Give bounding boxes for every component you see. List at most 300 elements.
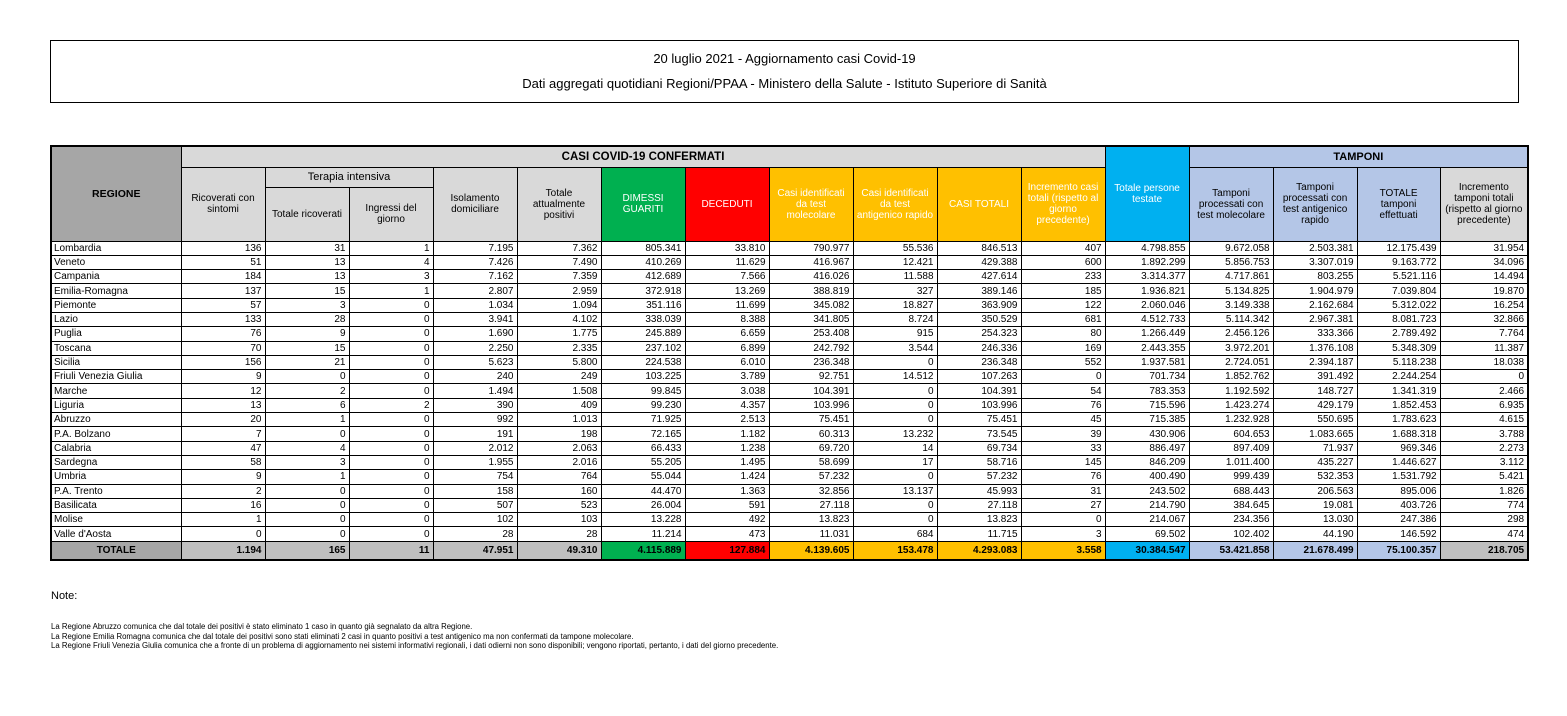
value-cell: 4.357 — [685, 398, 769, 412]
value-cell: 701.734 — [1105, 370, 1189, 384]
value-cell: 552 — [1021, 355, 1105, 369]
value-cell: 805.341 — [601, 241, 685, 255]
value-cell: 1.238 — [685, 441, 769, 455]
value-cell: 233 — [1021, 270, 1105, 284]
value-cell: 28 — [517, 527, 601, 541]
table-row — [51, 427, 1528, 441]
value-cell: 3.972.201 — [1189, 341, 1273, 355]
value-cell: 1.446.627 — [1357, 455, 1440, 469]
value-cell: 5.312.022 — [1357, 298, 1440, 312]
value-cell: 0 — [349, 341, 433, 355]
totale-cell: 127.884 — [685, 541, 769, 560]
value-cell: 7.039.804 — [1357, 284, 1440, 298]
value-cell: 240 — [433, 370, 517, 384]
value-cell: 103.996 — [769, 398, 853, 412]
value-cell: 3 — [265, 298, 349, 312]
totale-cell: 1.194 — [181, 541, 265, 560]
value-cell: 0 — [349, 355, 433, 369]
value-cell: 0 — [1021, 370, 1105, 384]
header-casi-antigenico: Casi identificati da test antigenico rapido — [853, 167, 937, 241]
note-line: La Regione Emilia Romagna comunica che dal totale dei positivi sono stati eliminati 2 casi in quanto positivi a test antigenico ma non confermati da tampone molecolare. — [51, 631, 634, 641]
value-cell: 7.362 — [517, 241, 601, 255]
header-band-tamponi: TAMPONI — [1189, 146, 1528, 167]
value-cell: 69.502 — [1105, 527, 1189, 541]
value-cell: 1.034 — [433, 298, 517, 312]
value-cell: 1.783.623 — [1357, 413, 1440, 427]
value-cell: 715.596 — [1105, 398, 1189, 412]
value-cell: 3.307.019 — [1273, 255, 1357, 269]
value-cell: 3 — [265, 455, 349, 469]
region-name: Friuli Venezia Giulia — [51, 370, 181, 384]
header-ricoverati-sintomi: Ricoverati con sintomi — [181, 167, 265, 241]
value-cell: 4 — [349, 255, 433, 269]
value-cell: 384.645 — [1189, 498, 1273, 512]
region-name: Abruzzo — [51, 413, 181, 427]
value-cell: 34.096 — [1440, 255, 1528, 269]
value-cell: 507 — [433, 498, 517, 512]
value-cell: 7.195 — [433, 241, 517, 255]
value-cell: 31.954 — [1440, 241, 1528, 255]
header-ingressi-giorno: Ingressi del giorno — [349, 187, 433, 241]
header-casi-totali: CASI TOTALI — [937, 167, 1021, 241]
table-row — [51, 413, 1528, 427]
value-cell: 1.508 — [517, 384, 601, 398]
value-cell: 2 — [349, 398, 433, 412]
value-cell: 416.967 — [769, 255, 853, 269]
value-cell: 0 — [1021, 513, 1105, 527]
value-cell: 32.856 — [769, 484, 853, 498]
value-cell: 60.313 — [769, 427, 853, 441]
value-cell: 1.376.108 — [1273, 341, 1357, 355]
value-cell: 80 — [1021, 327, 1105, 341]
region-name: Piemonte — [51, 298, 181, 312]
region-name: P.A. Bolzano — [51, 427, 181, 441]
value-cell: 754 — [433, 470, 517, 484]
value-cell: 2.789.492 — [1357, 327, 1440, 341]
header-regione: REGIONE — [51, 146, 181, 241]
value-cell: 2.503.381 — [1273, 241, 1357, 255]
value-cell: 16 — [181, 498, 265, 512]
value-cell: 2.456.126 — [1189, 327, 1273, 341]
title-box — [50, 40, 1519, 103]
header-dimessi-guariti: DIMESSI GUARITI — [601, 167, 685, 241]
value-cell: 473 — [685, 527, 769, 541]
value-cell: 0 — [265, 370, 349, 384]
value-cell: 26.004 — [601, 498, 685, 512]
value-cell: 298 — [1440, 513, 1528, 527]
value-cell: 2.250 — [433, 341, 517, 355]
value-cell: 2.394.187 — [1273, 355, 1357, 369]
value-cell: 243.502 — [1105, 484, 1189, 498]
value-cell: 8.081.723 — [1357, 312, 1440, 326]
value-cell: 604.653 — [1189, 427, 1273, 441]
value-cell: 185 — [1021, 284, 1105, 298]
value-cell: 15 — [265, 284, 349, 298]
value-cell: 145 — [1021, 455, 1105, 469]
value-cell: 886.497 — [1105, 441, 1189, 455]
value-cell: 237.102 — [601, 341, 685, 355]
value-cell: 245.889 — [601, 327, 685, 341]
value-cell: 7.566 — [685, 270, 769, 284]
value-cell: 0 — [349, 441, 433, 455]
value-cell: 523 — [517, 498, 601, 512]
value-cell: 1.094 — [517, 298, 601, 312]
value-cell: 410.269 — [601, 255, 685, 269]
value-cell: 5.623 — [433, 355, 517, 369]
value-cell: 9 — [181, 470, 265, 484]
value-cell: 28 — [265, 312, 349, 326]
table-row — [51, 527, 1528, 541]
value-cell: 66.433 — [601, 441, 685, 455]
note-line: La Regione Friuli Venezia Giulia comunica che a fronte di un problema di aggiornamento nei sistemi informativi regionali, i dati odierni non sono disponibili; vengono riportati, pertanto, i dati del giorno precedente. — [51, 641, 779, 651]
region-name: Liguria — [51, 398, 181, 412]
value-cell: 5.800 — [517, 355, 601, 369]
value-cell: 51 — [181, 255, 265, 269]
value-cell: 6.659 — [685, 327, 769, 341]
value-cell: 234.356 — [1189, 513, 1273, 527]
region-name: Molise — [51, 513, 181, 527]
table-row — [51, 370, 1528, 384]
value-cell: 13.823 — [937, 513, 1021, 527]
region-name: Basilicata — [51, 498, 181, 512]
value-cell: 2.012 — [433, 441, 517, 455]
value-cell: 7.359 — [517, 270, 601, 284]
value-cell: 1.083.665 — [1273, 427, 1357, 441]
value-cell: 247.386 — [1357, 513, 1440, 527]
value-cell: 57.232 — [937, 470, 1021, 484]
value-cell: 0 — [349, 484, 433, 498]
header-attualmente-positivi: Totale attualmente positivi — [517, 167, 601, 241]
value-cell: 2.967.381 — [1273, 312, 1357, 326]
value-cell: 388.819 — [769, 284, 853, 298]
value-cell: 9 — [265, 327, 349, 341]
value-cell: 13 — [265, 255, 349, 269]
region-name: Toscana — [51, 341, 181, 355]
region-name: Valle d'Aosta — [51, 527, 181, 541]
totale-cell: 53.421.858 — [1189, 541, 1273, 560]
value-cell: 684 — [853, 527, 937, 541]
value-cell: 1 — [265, 470, 349, 484]
value-cell: 156 — [181, 355, 265, 369]
header-persone-testate: Totale persone testate — [1105, 146, 1189, 241]
value-cell: 99.230 — [601, 398, 685, 412]
value-cell: 102 — [433, 513, 517, 527]
table-row — [51, 470, 1528, 484]
value-cell: 7.426 — [433, 255, 517, 269]
value-cell: 13.030 — [1273, 513, 1357, 527]
value-cell: 224.538 — [601, 355, 685, 369]
value-cell: 12.175.439 — [1357, 241, 1440, 255]
value-cell: 4.615 — [1440, 413, 1528, 427]
value-cell: 1.494 — [433, 384, 517, 398]
note-line: La Regione Abruzzo comunica che dal totale dei positivi è stato eliminato 1 caso in quanto già segnalato da altra Regione. — [51, 622, 473, 631]
value-cell: 103.996 — [937, 398, 1021, 412]
value-cell: 1.688.318 — [1357, 427, 1440, 441]
value-cell: 13.228 — [601, 513, 685, 527]
value-cell: 71.937 — [1273, 441, 1357, 455]
value-cell: 58.699 — [769, 455, 853, 469]
region-name: Lombardia — [51, 241, 181, 255]
value-cell: 11.715 — [937, 527, 1021, 541]
value-cell: 158 — [433, 484, 517, 498]
value-cell: 407 — [1021, 241, 1105, 255]
value-cell: 249 — [517, 370, 601, 384]
table-row — [51, 384, 1528, 398]
value-cell: 1.495 — [685, 455, 769, 469]
value-cell: 76 — [1021, 398, 1105, 412]
table-row — [51, 341, 1528, 355]
value-cell: 31 — [265, 241, 349, 255]
value-cell: 19.870 — [1440, 284, 1528, 298]
value-cell: 0 — [853, 413, 937, 427]
header-tamponi-molecolare: Tamponi processati con test molecolare — [1189, 167, 1273, 241]
totale-cell: 11 — [349, 541, 433, 560]
header-terapia-intensiva: Terapia intensiva — [265, 167, 433, 187]
value-cell: 532.353 — [1273, 470, 1357, 484]
header-isolamento: Isolamento domiciliare — [433, 167, 517, 241]
value-cell: 236.348 — [937, 355, 1021, 369]
value-cell: 1 — [265, 413, 349, 427]
value-cell: 0 — [349, 527, 433, 541]
header-totale-tamponi: TOTALE tamponi effettuati — [1357, 167, 1440, 241]
value-cell: 32.866 — [1440, 312, 1528, 326]
value-cell: 13.137 — [853, 484, 937, 498]
value-cell: 44.190 — [1273, 527, 1357, 541]
value-cell: 5.348.309 — [1357, 341, 1440, 355]
value-cell: 2.466 — [1440, 384, 1528, 398]
value-cell: 104.391 — [937, 384, 1021, 398]
table-footer — [51, 541, 1528, 560]
table-row — [51, 441, 1528, 455]
totale-label: TOTALE — [51, 541, 181, 560]
table-row — [51, 255, 1528, 269]
value-cell: 0 — [265, 498, 349, 512]
value-cell: 206.563 — [1273, 484, 1357, 498]
value-cell: 6.935 — [1440, 398, 1528, 412]
table-header — [51, 146, 1528, 241]
value-cell: 897.409 — [1189, 441, 1273, 455]
value-cell: 5.114.342 — [1189, 312, 1273, 326]
value-cell: 0 — [265, 484, 349, 498]
value-cell: 1.192.592 — [1189, 384, 1273, 398]
report-title: 20 luglio 2021 - Aggiornamento casi Covid-19 — [653, 51, 916, 66]
value-cell: 999.439 — [1189, 470, 1273, 484]
value-cell: 54 — [1021, 384, 1105, 398]
value-cell: 764 — [517, 470, 601, 484]
totale-cell: 3.558 — [1021, 541, 1105, 560]
value-cell: 0 — [265, 427, 349, 441]
value-cell: 391.492 — [1273, 370, 1357, 384]
value-cell: 13 — [181, 398, 265, 412]
region-name: Campania — [51, 270, 181, 284]
value-cell: 327 — [853, 284, 937, 298]
value-cell: 0 — [853, 355, 937, 369]
value-cell: 72.165 — [601, 427, 685, 441]
value-cell: 13.823 — [769, 513, 853, 527]
covid-data-table — [50, 145, 1529, 561]
value-cell: 7.490 — [517, 255, 601, 269]
value-cell: 13.232 — [853, 427, 937, 441]
region-name: Umbria — [51, 470, 181, 484]
value-cell: 14 — [853, 441, 937, 455]
value-cell: 27 — [1021, 498, 1105, 512]
value-cell: 47 — [181, 441, 265, 455]
value-cell: 0 — [853, 384, 937, 398]
value-cell: 345.082 — [769, 298, 853, 312]
value-cell: 846.209 — [1105, 455, 1189, 469]
value-cell: 1.775 — [517, 327, 601, 341]
value-cell: 7 — [181, 427, 265, 441]
value-cell: 14.494 — [1440, 270, 1528, 284]
value-cell: 3.038 — [685, 384, 769, 398]
value-cell: 0 — [853, 498, 937, 512]
totale-cell: 21.678.499 — [1273, 541, 1357, 560]
value-cell: 2.724.051 — [1189, 355, 1273, 369]
table-row — [51, 398, 1528, 412]
value-cell: 3.112 — [1440, 455, 1528, 469]
value-cell: 102.402 — [1189, 527, 1273, 541]
table-row — [51, 498, 1528, 512]
value-cell: 9 — [181, 370, 265, 384]
value-cell: 1 — [349, 284, 433, 298]
region-name: Emilia-Romagna — [51, 284, 181, 298]
value-cell: 12.421 — [853, 255, 937, 269]
value-cell: 11.699 — [685, 298, 769, 312]
value-cell: 70 — [181, 341, 265, 355]
value-cell: 992 — [433, 413, 517, 427]
value-cell: 5.421 — [1440, 470, 1528, 484]
value-cell: 58.716 — [937, 455, 1021, 469]
value-cell: 191 — [433, 427, 517, 441]
value-cell: 0 — [181, 527, 265, 541]
value-cell: 351.116 — [601, 298, 685, 312]
value-cell: 3.544 — [853, 341, 937, 355]
region-name: Sicilia — [51, 355, 181, 369]
value-cell: 2.162.684 — [1273, 298, 1357, 312]
value-cell: 0 — [349, 427, 433, 441]
value-cell: 790.977 — [769, 241, 853, 255]
value-cell: 0 — [349, 513, 433, 527]
value-cell: 1 — [181, 513, 265, 527]
value-cell: 11.629 — [685, 255, 769, 269]
header-deceduti: DECEDUTI — [685, 167, 769, 241]
value-cell: 591 — [685, 498, 769, 512]
region-name: Calabria — [51, 441, 181, 455]
value-cell: 136 — [181, 241, 265, 255]
value-cell: 2.335 — [517, 341, 601, 355]
value-cell: 6.899 — [685, 341, 769, 355]
value-cell: 17 — [853, 455, 937, 469]
value-cell: 846.513 — [937, 241, 1021, 255]
value-cell: 4.717.861 — [1189, 270, 1273, 284]
value-cell: 412.689 — [601, 270, 685, 284]
value-cell: 390 — [433, 398, 517, 412]
value-cell: 12 — [181, 384, 265, 398]
totale-cell: 30.384.547 — [1105, 541, 1189, 560]
header-incremento-casi: Incremento casi totali (rispetto al giorno precedente) — [1021, 167, 1105, 241]
table-row — [51, 312, 1528, 326]
totale-cell: 4.293.083 — [937, 541, 1021, 560]
value-cell: 550.695 — [1273, 413, 1357, 427]
value-cell: 184 — [181, 270, 265, 284]
notes-section — [51, 590, 1511, 651]
value-cell: 403.726 — [1357, 498, 1440, 512]
value-cell: 3 — [349, 270, 433, 284]
totale-cell: 4.115.889 — [601, 541, 685, 560]
header-incremento-tamponi: Incremento tamponi totali (rispetto al giorno precedente) — [1440, 167, 1528, 241]
value-cell: 27.118 — [769, 498, 853, 512]
value-cell: 895.006 — [1357, 484, 1440, 498]
value-cell: 3.788 — [1440, 427, 1528, 441]
value-cell: 45 — [1021, 413, 1105, 427]
value-cell: 1.531.792 — [1357, 470, 1440, 484]
value-cell: 0 — [349, 384, 433, 398]
value-cell: 7.764 — [1440, 327, 1528, 341]
value-cell: 416.026 — [769, 270, 853, 284]
table-row — [51, 241, 1528, 255]
region-name: Puglia — [51, 327, 181, 341]
value-cell: 15 — [265, 341, 349, 355]
value-cell: 430.906 — [1105, 427, 1189, 441]
value-cell: 1.232.928 — [1189, 413, 1273, 427]
value-cell: 104.391 — [769, 384, 853, 398]
value-cell: 69.720 — [769, 441, 853, 455]
value-cell: 214.790 — [1105, 498, 1189, 512]
totale-cell: 47.951 — [433, 541, 517, 560]
table-body — [51, 241, 1528, 541]
value-cell: 0 — [349, 498, 433, 512]
header-tamponi-antigenico: Tamponi processati con test antigenico rapido — [1273, 167, 1357, 241]
value-cell: 198 — [517, 427, 601, 441]
notes-heading: Note: — [51, 590, 78, 602]
value-cell: 76 — [1021, 470, 1105, 484]
region-name: P.A. Trento — [51, 484, 181, 498]
value-cell: 0 — [265, 527, 349, 541]
value-cell: 435.227 — [1273, 455, 1357, 469]
value-cell: 4.798.855 — [1105, 241, 1189, 255]
value-cell: 133 — [181, 312, 265, 326]
value-cell: 429.388 — [937, 255, 1021, 269]
table-row — [51, 455, 1528, 469]
value-cell: 0 — [349, 327, 433, 341]
value-cell: 5.856.753 — [1189, 255, 1273, 269]
totale-cell: 153.478 — [853, 541, 937, 560]
value-cell: 246.336 — [937, 341, 1021, 355]
value-cell: 2.443.355 — [1105, 341, 1189, 355]
totale-cell: 75.100.357 — [1357, 541, 1440, 560]
value-cell: 13 — [265, 270, 349, 284]
value-cell: 0 — [349, 413, 433, 427]
value-cell: 19.081 — [1273, 498, 1357, 512]
value-cell: 8.388 — [685, 312, 769, 326]
value-cell: 9.672.058 — [1189, 241, 1273, 255]
table-row — [51, 484, 1528, 498]
value-cell: 774 — [1440, 498, 1528, 512]
value-cell: 363.909 — [937, 298, 1021, 312]
value-cell: 0 — [265, 513, 349, 527]
value-cell: 3.149.338 — [1189, 298, 1273, 312]
value-cell: 915 — [853, 327, 937, 341]
value-cell: 715.385 — [1105, 413, 1189, 427]
value-cell: 389.146 — [937, 284, 1021, 298]
value-cell: 55.536 — [853, 241, 937, 255]
value-cell: 242.792 — [769, 341, 853, 355]
value-cell: 99.845 — [601, 384, 685, 398]
table-row — [51, 284, 1528, 298]
value-cell: 5.521.116 — [1357, 270, 1440, 284]
value-cell: 1.937.581 — [1105, 355, 1189, 369]
value-cell: 5.134.825 — [1189, 284, 1273, 298]
